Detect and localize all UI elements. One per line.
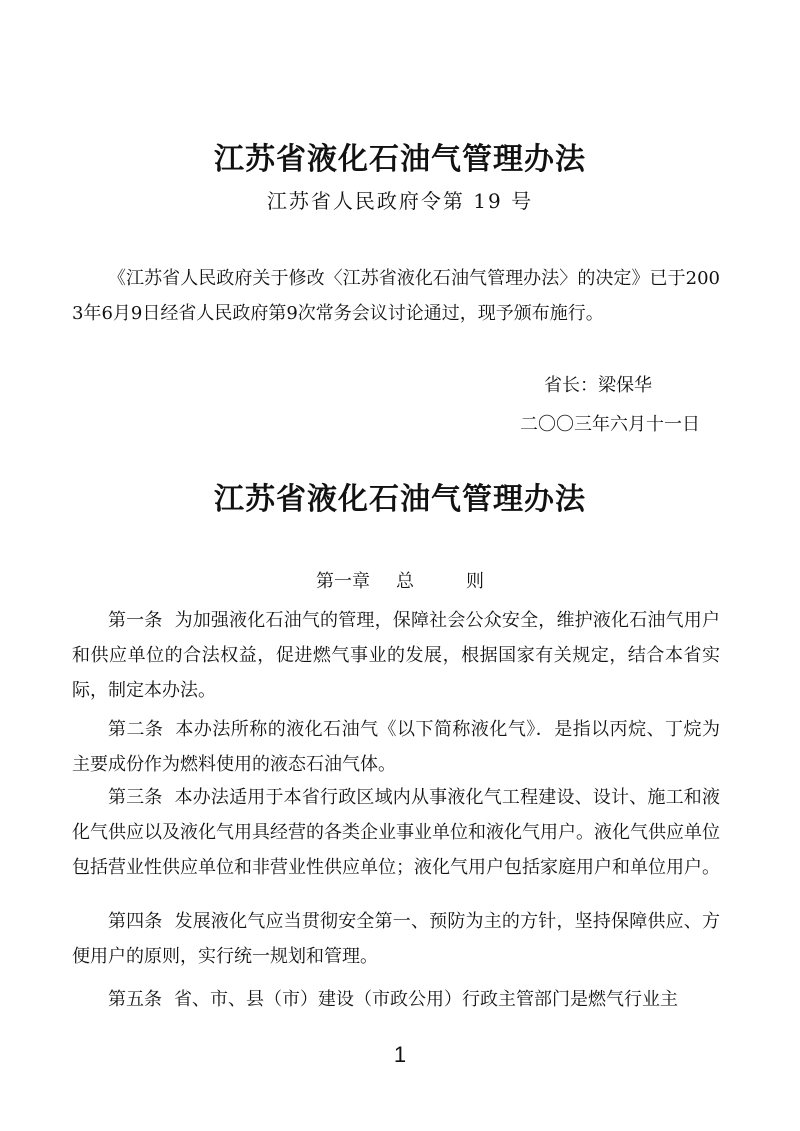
chapter-number: 第一章: [316, 571, 370, 592]
article-2-label: 第二条: [108, 719, 164, 740]
chapter-name-part1: 总: [396, 571, 414, 592]
article-4: [72, 904, 720, 974]
document-title: 江苏省液化石油气管理办法: [214, 142, 586, 177]
decree-date: 二〇〇三年六月十一日: [520, 414, 700, 435]
article-3-label: 第三条: [108, 787, 163, 808]
decree-statement: 《江苏省人民政府关于修改〈江苏省液化石油气管理办法〉的决定》已于2003年6月9日经省人民政府第9次常务会议讨论通过，现予颁布施行。: [72, 268, 720, 324]
article-1-label: 第一条: [108, 610, 163, 631]
decree-order-number: 江苏省人民政府令第 19 号: [266, 189, 534, 213]
article-5: [72, 982, 720, 1017]
article-3-text: 本办法适用于本省行政区域内从事液化气工程建设、设计、施工和液化气供应以及液化气用具经营的各类企业事业单位和液化气用户。液化气供应单位包括营业性供应单位和非营业性供应单位；液化气用户包括家庭用户和单位用户。: [72, 787, 720, 878]
article-2: [72, 712, 720, 782]
article-2-text: 本办法所称的液化石油气《以下简称液化气》．是指以丙烷、丁烷为主要成份作为燃料使用的液态石油气体。: [72, 719, 720, 775]
article-1: [72, 603, 720, 708]
chapter-name-part2: 则: [466, 571, 484, 592]
article-1-text: 为加强液化石油气的管理，保障社会公众安全，维护液化石油气用户和供应单位的合法权益，促进燃气事业的发展，根据国家有关规定，结合本省实际，制定本办法。: [72, 610, 720, 701]
chapter-heading: [0, 568, 800, 596]
regulation-title: 江苏省液化石油气管理办法: [214, 482, 586, 517]
decree-signer: 省长：梁保华: [544, 375, 652, 396]
article-3: [72, 780, 720, 885]
article-4-text: 发展液化气应当贯彻安全第一、预防为主的方针，坚持保障供应、方便用户的原则，实行统一规划和管理。: [72, 911, 720, 967]
article-5-label: 第五条: [108, 989, 162, 1010]
page-number: 1: [393, 1042, 407, 1067]
article-5-text: 省、市、县（市）建设（市政公用）行政主管部门是燃气行业主: [174, 989, 678, 1010]
article-4-label: 第四条: [108, 911, 163, 932]
